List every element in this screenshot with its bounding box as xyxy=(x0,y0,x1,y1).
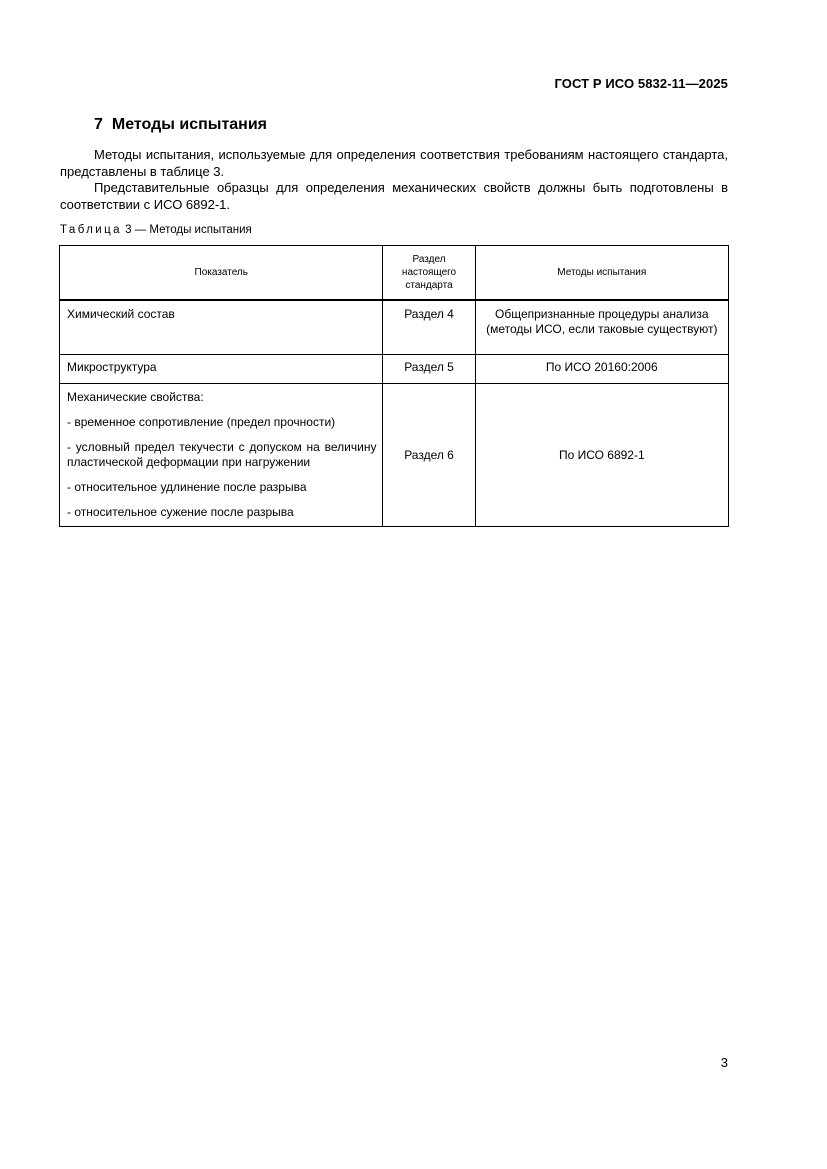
header-methods: Методы испытания xyxy=(475,246,728,301)
row-chemical-indicator: Химический состав xyxy=(60,300,383,355)
page-number: 3 xyxy=(720,1055,728,1070)
mechanical-item: - относительное удлинение после разрыва xyxy=(67,480,307,494)
mechanical-item: - временное сопротивление (предел прочности) xyxy=(67,415,336,429)
row-mechanical-method: По ИСО 6892-1 xyxy=(475,384,728,527)
table-caption-word: Таблица xyxy=(60,224,122,236)
table-row xyxy=(60,300,729,355)
section-number: 7 xyxy=(94,116,103,133)
header-section-line3: стандарта xyxy=(405,280,453,291)
row-chemical-method: Общепризнанные процедуры анализа (методы ИСО, если таковые существуют) xyxy=(475,300,728,355)
section-title: Методы испытания xyxy=(111,116,268,133)
mechanical-properties-label: Механические свойства: xyxy=(67,390,204,404)
header-section-line2: настоящего xyxy=(401,267,457,278)
row-mechanical-section: Раздел 6 xyxy=(383,384,475,527)
row-chemical-section: Раздел 4 xyxy=(383,300,475,355)
mechanical-item: - относительное сужение после разрыва xyxy=(67,505,294,519)
table-header-row xyxy=(60,246,729,301)
header-indicator: Показатель xyxy=(60,246,383,301)
table-caption xyxy=(60,224,252,236)
table-caption-text: 3 — Методы испытания xyxy=(125,224,252,236)
paragraph-2: Представительные образцы для определения механических свойств должны быть подготовлены в соответствии с ИСО 6892-1. xyxy=(60,180,728,212)
methods-table xyxy=(59,245,729,527)
mechanical-item: - условный предел текучести с допуском на величину пластической деформации при нагружении xyxy=(67,440,377,469)
paragraph-1: Методы испытания, используемые для определения соответствия требованиям настоящего стандарта, представлены в таблице 3. xyxy=(60,147,728,179)
row-microstructure-method: По ИСО 20160:2006 xyxy=(475,355,728,384)
row-microstructure-section: Раздел 5 xyxy=(383,355,475,384)
header-section-line1: Раздел xyxy=(412,254,446,265)
header-section xyxy=(383,246,475,301)
row-microstructure-indicator: Микроструктура xyxy=(60,355,383,384)
table-row xyxy=(60,384,729,527)
row-mechanical-indicator xyxy=(60,384,383,527)
section-heading xyxy=(94,116,267,134)
table-row xyxy=(60,355,729,384)
document-code: ГОСТ Р ИСО 5832-11—2025 xyxy=(554,76,728,91)
